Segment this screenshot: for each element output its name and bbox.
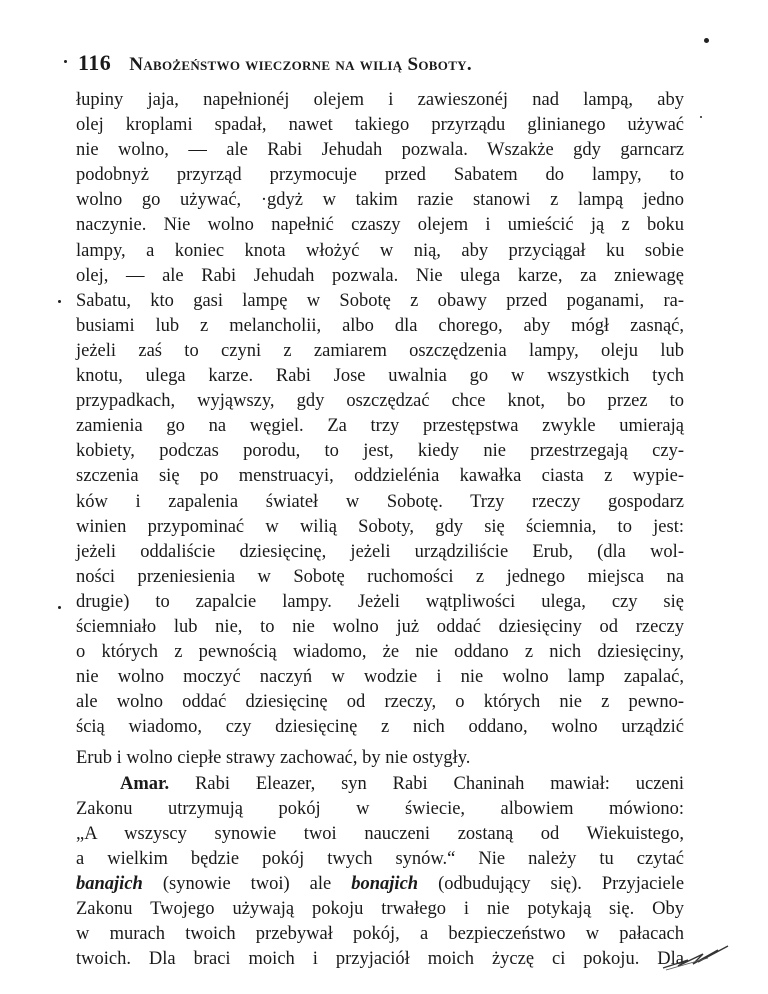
text-line: nie wolno moczyć naczyń w wodzie i nie wolno lamp zapalać, xyxy=(76,667,684,688)
amar-lead: Amar. xyxy=(120,773,170,794)
text-line: szczenia się po menstruacyi, oddzielénia kawałka ciasta z wypie- xyxy=(76,466,684,487)
text-line: ności przeniesienia w Sobotę ruchomości z jednego miejsca na xyxy=(76,566,684,587)
text-line: przypadkach, wyjąwszy, gdy oszczędzać chce knot, bo przez to xyxy=(76,391,684,412)
text-line: podobnyż przyrząd przymocuje przed Sabatem do lampy, to xyxy=(76,165,684,186)
word-banajich: banajich xyxy=(76,873,143,894)
text-line: olej kroplami spadał, nawet takiego przyrządu glinianego używać xyxy=(76,115,684,136)
ink-speck xyxy=(58,606,61,609)
text-line: zamienia go na węgiel. Za trzy przestępstwa zwykle umierają xyxy=(76,416,684,437)
text-line: naczynie. Nie wolno napełnić czaszy olejem i umieścić ją z boku xyxy=(76,215,684,236)
text-line: jeżeli oddaliście dziesięcinę, jeżeli urządziliście Erub, (dla wol- xyxy=(76,541,684,562)
text-line: nie wolno, — ale Rabi Jehudah pozwala. Wszakże gdy garncarz xyxy=(76,140,684,161)
text-line: lampy, a koniec knota włożyć w nią, aby przyciągał ku sobie xyxy=(76,240,684,261)
ink-speck xyxy=(700,116,702,118)
body-text xyxy=(76,88,684,972)
text-line: knotu, ulega karze. Rabi Jose uwalnia go w wszystkich tych xyxy=(76,366,684,387)
amar-line xyxy=(76,872,684,897)
text-line: busiami lub z melancholii, albo dla chorego, aby mógł zasnąć, xyxy=(76,315,684,336)
ink-speck xyxy=(704,38,709,43)
ink-scribble-mark xyxy=(658,924,738,974)
amar-line: a wielkim będzie pokój twych synów.“ Nie należy tu czytać xyxy=(76,848,684,869)
ink-speck xyxy=(64,60,67,63)
amar-line xyxy=(76,772,684,797)
running-title: Nabożeństwo wieczorne na wilią Soboty. xyxy=(129,54,472,75)
text-line: ścią wiadomo, czy dziesięcinę z nich oddano, wolno urządzić xyxy=(76,717,684,738)
amar-line5-mid: (synowie twoi) ale xyxy=(162,873,332,894)
text-line: ale wolno oddać dziesięcinę od rzeczy, o których nie z pewno- xyxy=(76,692,684,713)
ink-speck xyxy=(58,300,61,303)
paragraph-last-line: Erub i wolno ciepłe strawy zachować, by nie ostygły. xyxy=(76,748,471,769)
page-header xyxy=(78,50,638,80)
amar-first-line: Rabi Eleazer, syn Rabi Chaninah mawiał: uczeni xyxy=(195,773,685,794)
text-line: o których z pewnością wiadomo, że nie oddano z nich dziesięciny, xyxy=(76,642,684,663)
amar-line: Zakonu utrzymują pokój w świecie, albowiem mówiono: xyxy=(76,798,684,819)
amar-line: twoich. Dla braci moich i przyjaciół moich życzę ci pokoju. Dla xyxy=(76,949,684,970)
text-line: wolno go używać, ·gdyż w takim razie stanowi z lampą jedno xyxy=(76,190,684,211)
text-line: ściemniało lub nie, to nie wolno już oddać dziesięciny od rzeczy xyxy=(76,616,684,637)
text-line: łupiny jaja, napełnionéj olejem i zawieszonéj nad lampą, aby xyxy=(76,90,684,110)
word-bonajich: bonajich xyxy=(351,873,419,894)
amar-line: w murach twoich przebywał pokój, a bezpieczeństwo w pałacach xyxy=(76,924,684,945)
text-line: ków i zapalenia świateł w Sobotę. Trzy rzeczy gospodarz xyxy=(76,491,684,512)
text-line: Sabatu, kto gasi lampę w Sobotę z obawy przed poganami, ra- xyxy=(76,290,684,311)
amar-line5-end: (odbudujący się). Przyjaciele xyxy=(438,873,685,894)
amar-line: Zakonu Twojego używają pokoju trwałego i nie potykają się. Oby xyxy=(76,899,684,919)
paragraph-continuation xyxy=(76,88,684,740)
text-line: kobiety, podczas porodu, to jest, kiedy nie przestrzegają czy- xyxy=(76,441,684,462)
text-line: olej, — ale Rabi Jehudah pozwala. Nie ulega karze, za zniewagę xyxy=(76,265,684,286)
text-line: winien przypominać w wilią Soboty, gdy się ściemnia, to jest: xyxy=(76,516,684,537)
amar-line: „A wszyscy synowie twoi nauczeni zostaną od Wiekuistego, xyxy=(76,823,684,844)
page-number: 116 xyxy=(78,50,112,75)
text-line: drugie) to zapalcie lampy. Jeżeli wątpliwości ulega, czy się xyxy=(76,591,684,612)
text-line: jeżeli zaś to czyni z zamiarem oszczędzenia lampy, oleju lub xyxy=(76,340,684,361)
